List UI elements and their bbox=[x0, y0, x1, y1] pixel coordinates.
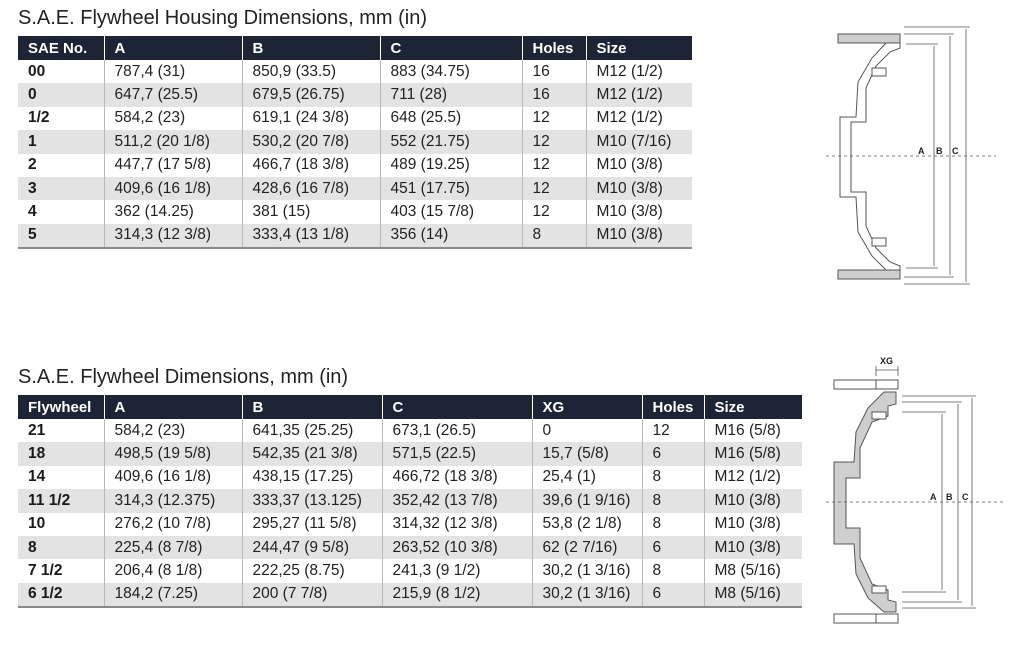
housing-cell: 489 (19.25) bbox=[380, 154, 522, 177]
housing-cell: M10 (3/8) bbox=[586, 177, 692, 200]
flywheel-cell: 184,2 (7.25) bbox=[104, 583, 242, 607]
housing-table-row bbox=[18, 107, 692, 130]
housing-cell: 3 bbox=[18, 177, 104, 200]
housing-table-row bbox=[18, 177, 692, 200]
flywheel-drawing bbox=[834, 380, 898, 623]
housing-cell: 5 bbox=[18, 224, 104, 248]
flywheel-cell: 222,25 (8.75) bbox=[242, 559, 382, 582]
flywheel-section bbox=[18, 365, 802, 608]
housing-header-size: Size bbox=[586, 36, 692, 60]
housing-cell: 647,7 (25.5) bbox=[104, 83, 242, 106]
housing-cell: 648 (25.5) bbox=[380, 107, 522, 130]
flywheel-cell: 498,5 (19 5/8) bbox=[104, 442, 242, 465]
housing-cell: 356 (14) bbox=[380, 224, 522, 248]
housing-cell: M10 (3/8) bbox=[586, 224, 692, 248]
housing-cell: M10 (3/8) bbox=[596, 203, 663, 221]
housing-label-c: C bbox=[952, 146, 959, 156]
flywheel-cell: 542,35 (21 3/8) bbox=[242, 442, 382, 465]
flywheel-cell: 200 (7 7/8) bbox=[242, 583, 382, 607]
housing-cell: 8 bbox=[522, 224, 586, 248]
housing-header-sae: SAE No. bbox=[18, 36, 104, 60]
housing-table-row bbox=[18, 224, 692, 248]
housing-cell: 2 bbox=[18, 154, 104, 177]
flywheel-cell: 10 bbox=[18, 513, 104, 536]
housing-cell: 4 bbox=[18, 200, 104, 223]
housing-table-body bbox=[18, 60, 692, 248]
flywheel-cell: M10 (3/8) bbox=[714, 515, 781, 533]
flywheel-header-a: A bbox=[104, 395, 242, 419]
housing-table-row bbox=[18, 83, 692, 106]
flywheel-cell: 263,52 (10 3/8) bbox=[382, 536, 532, 559]
flywheel-cell: M8 (5/16) bbox=[714, 562, 781, 580]
flywheel-cell: 6 bbox=[642, 442, 704, 465]
flywheel-table-row bbox=[18, 466, 802, 489]
housing-cell: 584,2 (23) bbox=[104, 107, 242, 130]
flywheel-header-xg: XG bbox=[532, 395, 642, 419]
housing-cell: 0 bbox=[18, 83, 104, 106]
flywheel-diagram bbox=[826, 352, 1006, 637]
flywheel-cell: 21 bbox=[18, 419, 104, 442]
flywheel-cell: M12 (1/2) bbox=[714, 468, 781, 486]
housing-cell: 409,6 (16 1/8) bbox=[104, 177, 242, 200]
housing-header-a: A bbox=[104, 36, 242, 60]
housing-cell: M12 (1/2) bbox=[596, 109, 663, 127]
housing-label-a: A bbox=[918, 146, 925, 156]
housing-header-row bbox=[18, 36, 692, 60]
flywheel-header-b: B bbox=[242, 395, 382, 419]
flywheel-dimension-lines bbox=[826, 366, 1006, 608]
housing-cell: 16 bbox=[522, 83, 586, 106]
housing-cell: 530,2 (20 7/8) bbox=[242, 130, 380, 153]
flywheel-cell: M10 (3/8) bbox=[704, 536, 802, 559]
flywheel-table-row bbox=[18, 536, 802, 559]
housing-label-b: B bbox=[936, 146, 943, 156]
flywheel-cell: 8 bbox=[18, 536, 104, 559]
housing-cell: M12 (1/2) bbox=[596, 62, 663, 80]
housing-drawing bbox=[838, 34, 900, 279]
flywheel-cell: 215,9 (8 1/2) bbox=[382, 583, 532, 607]
housing-cell: 381 (15) bbox=[242, 200, 380, 223]
flywheel-cell: 12 bbox=[642, 419, 704, 442]
flywheel-cell: 30,2 (1 3/16) bbox=[532, 559, 642, 582]
housing-cell: 1/2 bbox=[18, 107, 104, 130]
housing-cell: 00 bbox=[18, 60, 104, 83]
flywheel-table-row bbox=[18, 442, 802, 465]
housing-cell: 362 (14.25) bbox=[104, 200, 242, 223]
flywheel-cell: 39,6 (1 9/16) bbox=[532, 489, 642, 512]
housing-diagram bbox=[826, 22, 996, 287]
housing-cell: 12 bbox=[522, 200, 586, 223]
flywheel-header-c: C bbox=[382, 395, 532, 419]
housing-cell: M10 (3/8) bbox=[596, 156, 663, 174]
flywheel-cell: M16 (5/8) bbox=[714, 421, 781, 439]
flywheel-label-b: B bbox=[946, 492, 953, 502]
flywheel-cell: 30,2 (1 3/16) bbox=[532, 583, 642, 607]
flywheel-cell: 6 1/2 bbox=[18, 583, 104, 607]
flywheel-label-a: A bbox=[930, 492, 937, 502]
flywheel-cell: 62 (2 7/16) bbox=[532, 536, 642, 559]
housing-cell: 787,4 (31) bbox=[104, 60, 242, 83]
flywheel-table-row bbox=[18, 513, 802, 536]
flywheel-cell: 276,2 (10 7/8) bbox=[104, 513, 242, 536]
housing-cell: 850,9 (33.5) bbox=[242, 60, 380, 83]
flywheel-table-row bbox=[18, 559, 802, 582]
flywheel-cell: 438,15 (17.25) bbox=[242, 466, 382, 489]
flywheel-cell: 0 bbox=[532, 419, 642, 442]
flywheel-cell: 333,37 (13.125) bbox=[242, 489, 382, 512]
flywheel-table-body bbox=[18, 419, 802, 607]
flywheel-cell: 241,3 (9 1/2) bbox=[382, 559, 532, 582]
flywheel-cell: 25,4 (1) bbox=[532, 466, 642, 489]
flywheel-cell: 7 1/2 bbox=[18, 559, 104, 582]
flywheel-cell: 8 bbox=[642, 466, 704, 489]
housing-cell: M12 (1/2) bbox=[586, 83, 692, 106]
flywheel-cell: 14 bbox=[18, 466, 104, 489]
housing-header-holes: Holes bbox=[522, 36, 586, 60]
flywheel-table-row bbox=[18, 583, 802, 607]
housing-table-row bbox=[18, 60, 692, 83]
flywheel-cell: 673,1 (26.5) bbox=[382, 419, 532, 442]
housing-section bbox=[18, 6, 692, 249]
flywheel-table-row bbox=[18, 489, 802, 512]
flywheel-cell: 11 1/2 bbox=[18, 489, 104, 512]
housing-title: S.A.E. Flywheel Housing Dimensions, mm (in) bbox=[18, 7, 428, 29]
flywheel-cell: 571,5 (22.5) bbox=[382, 442, 532, 465]
housing-cell: 16 bbox=[522, 60, 586, 83]
housing-cell: 711 (28) bbox=[380, 83, 522, 106]
housing-cell: 428,6 (16 7/8) bbox=[242, 177, 380, 200]
flywheel-header-row bbox=[18, 395, 802, 419]
housing-cell: 403 (15 7/8) bbox=[380, 200, 522, 223]
flywheel-cell: M8 (5/16) bbox=[704, 583, 802, 607]
housing-cell: 679,5 (26.75) bbox=[242, 83, 380, 106]
housing-cell: 451 (17.75) bbox=[380, 177, 522, 200]
flywheel-cell: 244,47 (9 5/8) bbox=[242, 536, 382, 559]
flywheel-cell: 206,4 (8 1/8) bbox=[104, 559, 242, 582]
housing-cell: 552 (21.75) bbox=[380, 130, 522, 153]
housing-cell: 1 bbox=[18, 130, 104, 153]
flywheel-table-row bbox=[18, 419, 802, 442]
flywheel-cell: 466,72 (18 3/8) bbox=[382, 466, 532, 489]
housing-cell: 12 bbox=[522, 130, 586, 153]
flywheel-cell: 314,32 (12 3/8) bbox=[382, 513, 532, 536]
flywheel-header-holes: Holes bbox=[642, 395, 704, 419]
flywheel-cell: 641,35 (25.25) bbox=[242, 419, 382, 442]
flywheel-cell: M10 (3/8) bbox=[704, 489, 802, 512]
flywheel-cell: 53,8 (2 1/8) bbox=[532, 513, 642, 536]
flywheel-cell: 6 bbox=[642, 536, 704, 559]
flywheel-cell: 6 bbox=[642, 583, 704, 607]
flywheel-cell: 314,3 (12.375) bbox=[104, 489, 242, 512]
flywheel-cell: 18 bbox=[18, 442, 104, 465]
housing-cell: 12 bbox=[522, 107, 586, 130]
flywheel-cell: 8 bbox=[642, 513, 704, 536]
housing-header-c: C bbox=[380, 36, 522, 60]
housing-table bbox=[18, 36, 692, 249]
housing-table-row bbox=[18, 154, 692, 177]
housing-cell: 333,4 (13 1/8) bbox=[242, 224, 380, 248]
housing-table-row bbox=[18, 130, 692, 153]
housing-cell: 511,2 (20 1/8) bbox=[104, 130, 242, 153]
housing-cell: 883 (34.75) bbox=[380, 60, 522, 83]
flywheel-cell: 8 bbox=[642, 489, 704, 512]
housing-cell: 12 bbox=[522, 154, 586, 177]
flywheel-cell: 8 bbox=[642, 559, 704, 582]
flywheel-header-size: Size bbox=[704, 395, 802, 419]
flywheel-title: S.A.E. Flywheel Dimensions, mm (in) bbox=[18, 366, 349, 388]
housing-cell: 314,3 (12 3/8) bbox=[104, 224, 242, 248]
flywheel-table bbox=[18, 395, 802, 608]
housing-cell: 466,7 (18 3/8) bbox=[242, 154, 380, 177]
housing-cell: 447,7 (17 5/8) bbox=[104, 154, 242, 177]
flywheel-header-flywheel: Flywheel bbox=[18, 395, 104, 419]
flywheel-cell: 352,42 (13 7/8) bbox=[382, 489, 532, 512]
flywheel-cell: 225,4 (8 7/8) bbox=[104, 536, 242, 559]
flywheel-cell: 15,7 (5/8) bbox=[532, 442, 642, 465]
housing-cell: M10 (7/16) bbox=[586, 130, 692, 153]
housing-cell: 12 bbox=[522, 177, 586, 200]
flywheel-label-c: C bbox=[962, 492, 969, 502]
flywheel-label-xg: XG bbox=[880, 356, 894, 366]
housing-table-row bbox=[18, 200, 692, 223]
flywheel-cell: 409,6 (16 1/8) bbox=[104, 466, 242, 489]
flywheel-cell: M16 (5/8) bbox=[704, 442, 802, 465]
housing-header-b: B bbox=[242, 36, 380, 60]
flywheel-cell: 295,27 (11 5/8) bbox=[242, 513, 382, 536]
housing-cell: 619,1 (24 3/8) bbox=[242, 107, 380, 130]
flywheel-cell: 584,2 (23) bbox=[104, 419, 242, 442]
